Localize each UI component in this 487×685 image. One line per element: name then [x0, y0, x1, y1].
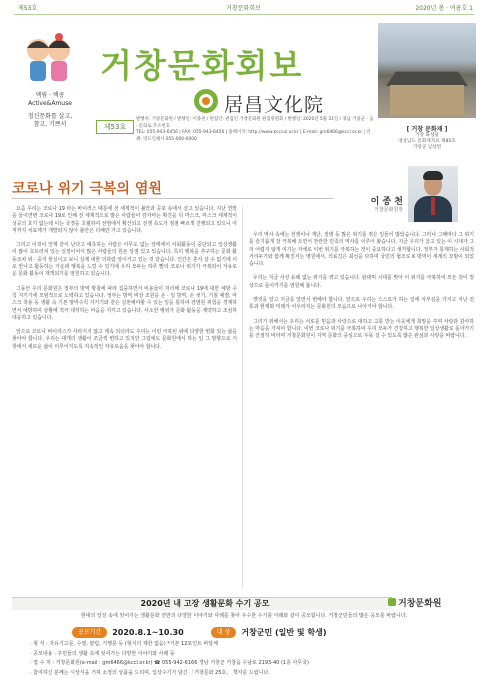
header-issue: 제53호	[18, 5, 38, 12]
paragraph: 우리는 지금 사상 유례 없는 위기를 겪고 있습니다. 판데믹 시대를 맞아 이 위기를 극복하여 모든 것이 정상으로 돌아가기를 염원해 봅니다.	[249, 275, 474, 289]
list-item: · 참여하신 분께는 시상식을 거쳐 소정의 상품을 드리며, 입상수기가 담긴 「거창문화 25호」 책자를 드립니다.	[30, 669, 270, 676]
paragraph: 앞으로 코로나 바이러스가 사라지지 않고 계속 되더라도 우리는 이런 극복된 위에 다양한 변화 있는 삶을 찾아야 합니다. 우리는 대개의 생활이 조금씩 변하고 있지만 그럼에도 문화원에서 하는 일 그 방향으로 거창에서 새로운 삶이 이루어지도록 지속적인 자유로움을 찾아야 합니다.	[12, 329, 237, 350]
photo-caption: [ 거창 문화재 ]	[406, 126, 448, 133]
paragraph: 우리 역사 속에는 전쟁이나 재난, 질병 등 많은 위기를 겪은 일들이 많았습니다. 그러나 그때마다 그 위기를 슬기롭게 잘 극복해 오면서 찬란한 민족의 역사를 이루어 왔습니다. 지금 우리가 살고 있는 이 시대가 그리 어렵지 않게 여기는 자세로 이번 위기를 극복하는 것이 중요하다고 생각합니다. 정부가 통제하는 사회적 거리두기와 함께 확진자는 병원에서, 의료진은 최선을 다하며 국민의 협조로 K 방역이 세계의 모범이 되었습니다.	[249, 232, 474, 268]
ad-org: 거창문화원	[398, 599, 442, 609]
article-column-1	[12, 206, 237, 358]
list-item: · 접 수 처 : 거창문화원(e-mail : gm6466@kccl.or.kr) ☎ 055-942-6166 경남 거창군 거창읍 수남로 2193-40 (1층 사무국)	[30, 660, 309, 666]
paragraph: 요즘 우리는 코로나 19 라는 바이러스 때문에 전 세계적이 불안과 공포 속에서 살고 있습니다. 지난 연말을 들어면변 코로나 19로 인해 전 세계적으로 많은 사람들이 감자마는 확진을 뒤 마스크, 마스크 세계적이 성공의 호기 없는데 이는 국경을 초월하여 전염에서 확산되고 전쟁 속도가 점점 빠르게 진행되고 있으니 아직까지 치료제가 개발되지 않아 불안은 더해만 가고 있습니다.	[12, 206, 237, 234]
ad-key-info	[72, 622, 452, 635]
header-divider	[14, 14, 474, 15]
emblem-icon	[193, 88, 219, 114]
author-portrait	[408, 166, 458, 222]
ad-details	[30, 640, 470, 678]
list-item: · 공모내용 : 주민들의 생활 속에 잊어가는 다양한 이야기와 사례 등	[30, 650, 175, 657]
issue-box: 제53호	[96, 120, 134, 134]
mascot-caption: 액림 · 액콩 Active&Amuse	[28, 92, 72, 107]
list-item: · 형 식 : 자유기고문, 수필, 칼럼, 기행문 등 (형식의 제한 없음) *기본 12포인트 바탕체	[30, 641, 218, 647]
paragraph: 그리기 위해서는 우리는 서로를 믿음과 사랑으로 대하고 고통 받는 이웃에게 희망을 주며 사랑과 감사하는 마음을 가져야 합니다. 이번 코로나 위기를 극복하여 우리 모두가 건강하고 행복한 일상생활로 돌아가기를 간절히 바라며 거창문화원이 지역 문화의 중심으로 우뚝 설 수 있도록 많은 관심과 사랑을 바랍니다.	[249, 318, 474, 340]
ad-description: 현대의 일상 속에 잊어가는 생활문화 전반의 다양한 이야기와 사례를 찾아 우수한 수기를 아래와 같이 공모합니다. 거창군민들의 많은 응모를 바랍니다.	[80, 613, 408, 619]
article-column-2	[249, 232, 474, 348]
page-header	[0, 0, 487, 20]
publication-info: 발행처: 거창문화원 / 발행인: 이종천 / 편집인: 편집인 거창문화원 편집위원회 / 발행일: 2020년 5월 31일 / 경남 거창군 · 읍 · 문화로 주소번호 TEL: 055-943-6456 | FAX: 055-943-6456 | 홈페이지: http://www.kcccul.or.kr | E-mail: gm6466@kccl.or.kr | 인쇄: 영도인쇄사 055-000-0000	[136, 117, 374, 142]
photo-caption-sub: 거창 화성당 경상남도 문화재자료 제85호 거창군 남상면	[398, 133, 456, 150]
headline-rule	[12, 198, 334, 199]
column-divider	[242, 206, 243, 589]
period-value: 2020.8.1~10.30	[112, 628, 184, 637]
title-hanja: 居昌文化院	[224, 94, 325, 116]
org-logo-icon	[388, 598, 396, 606]
ad-title: 2020년 내 고장 생활문화 수기 공모	[140, 599, 270, 608]
author-name: 이 종 천	[370, 197, 403, 207]
slogan: 정신문화를 살고, 참고, 기쁘서	[27, 113, 73, 128]
paragraph: 옛것을 알고 지금을 알면서 변해야 합니다. 앞으로 우리는 스스로가 하는 일에 자부심을 가지고 지난 전통과 현재와 미래가 어우러지는 문화원의 모습으로 나아가야 합니다.	[249, 297, 474, 311]
author-title: 거창문화원장	[374, 207, 403, 213]
newsletter-title: 거창문화회보	[100, 46, 304, 85]
header-section: 거창문화회보	[226, 5, 261, 12]
mascot-icon	[18, 28, 78, 88]
target-label: 대 상	[211, 627, 237, 638]
period-label: 공모기간	[72, 627, 107, 638]
article-headline: 코로나 위기 극복의 염원	[12, 181, 162, 197]
target-value: 거창군민 (일반 및 학생)	[241, 628, 327, 637]
heritage-photo	[378, 23, 476, 118]
header-date: 2020년 봄 · 여름호 1	[415, 5, 473, 12]
paragraph: 그리고 이것이 언제 끝이 난다고 예측하는 사람은 아무도 없는 상태에서 사회활동이 중단되고 일상생활이 많이 흐트러져 있는 실정이어서 많은 사람들의 원돈 상점 있고 있습니다. 특히 행복을 추구하는 문화 활동조차 위 · 중지 현실이고 보니 실제 대한 의하람 앞이거고 있는 것 같습니다. 인간은 혼자 살 수 없기에 서로 만나고 활동하는 가운데 행복을 느낄 수 있기에 우리 모두는 하루 빨리 코로나 위기가 극복되어 자유로운 문화 활동이 재개되기를 염원하고 있습니다.	[12, 242, 237, 278]
paragraph: 그동안 우리 문화원은 정부의 방역 방침에 따라 집중하면서 비용들이 처리해 코로나 19에 대한 예방 수칙 지키기에 모범적으로 노력하고 있습니다. 정부는 방역 비상 조원을 온 · 일 방역, 손 씻기, 기침 예절, 마스크 착용 등 생활 속 기본 방역수칙 지키기와 같은 실천해야할 수 있는 일을 통하여 감염된 위험을 경계하면서 예방하여 상황에 적극 대처하는 마음을 지키고 있습니다. 사소한 행위가 문화 활동을 제약하고 조심하 대응하고 있습니다.	[12, 285, 237, 321]
